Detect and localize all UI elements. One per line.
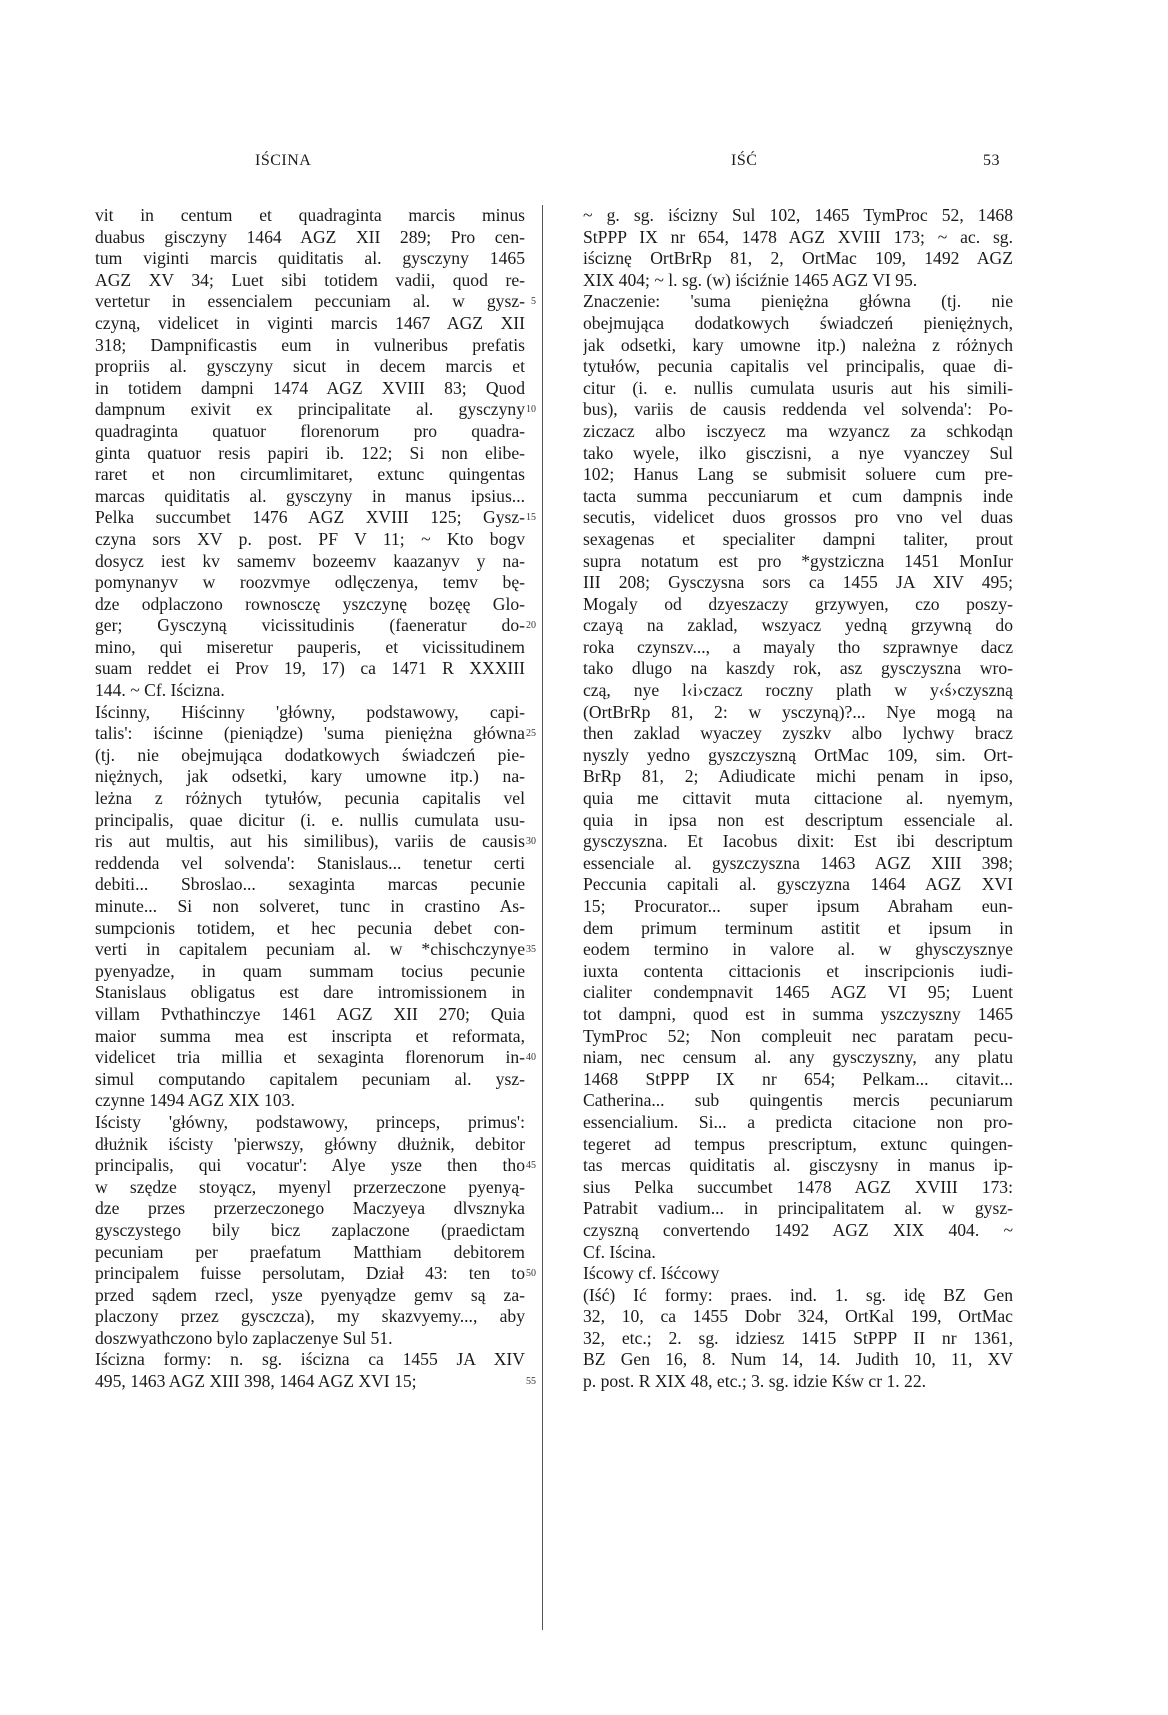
text-line: niężnych, jak odsetki, kary umowne itp.) na- (95, 766, 525, 787)
text-line: 318; Dampnificastis eum in vulneribus prefatis (95, 334, 525, 355)
text-line: suam reddet ei Prov 19, 17) ca 1471 R XXXIII (95, 658, 525, 679)
text-line: (tj. nie obejmująca dodatkowych świadczeń pie- (95, 744, 525, 765)
text-line: reddenda vel solvenda': Stanislaus... tenetur certi (95, 852, 525, 873)
text-line: tacta summa peccuniarum et cum dampnis inde (583, 485, 1013, 506)
text-line: minute... Si non solveret, tunc in crastino As- (95, 896, 525, 916)
text-line: obejmująca dodatkowych świadczeń pieniężnych, (583, 312, 1013, 333)
text-line: marcas quiditatis al. gysczyny in manus ipsius... (95, 485, 525, 506)
text-line: pyenyadze, in quam summam tocius pecunie (95, 960, 525, 981)
text-line: ger; Gysczyną vicissitudinis (faeneratur do- (95, 615, 525, 636)
text-line: Znaczenie: 'suma pieniężna główna (tj. nie (583, 291, 1013, 312)
text-line: Mogaly od dzyeszaczy grzywyen, czo poszy- (583, 593, 1013, 614)
text-line: 144. ~ Cf. Iścizna. (95, 680, 225, 701)
text-line: quadraginta quatuor florenorum pro quadra- (95, 420, 525, 441)
text-line: principalis, quae dicitur (i. e. nullis cumulata usu- (95, 809, 525, 830)
text-line: mino, qui miseretur pauperis, et vicissitudinem (95, 636, 525, 657)
line-number: 25 (526, 728, 536, 740)
text-line: pecuniam per praefatum Matthiam debitorem (95, 1241, 525, 1262)
text-line: Iścowy cf. Iśćcowy (583, 1263, 720, 1284)
text-line: eodem termino in valore al. w ghysczysznye (583, 939, 1013, 960)
text-line: ziczacz albo isczyecz ma wzyancz za schkodąn (583, 420, 1013, 441)
text-line: leżna z różnych tytułów, pecunia capitalis vel (95, 788, 525, 809)
line-number: 50 (526, 1268, 536, 1280)
text-line: principalis, qui vocatur': Alye ysze then tho (95, 1155, 525, 1176)
text-line: dem primum terminum astitit et ipsum in (583, 917, 1013, 938)
text-line: (Iść) Ić formy: praes. ind. 1. sg. idę BZ Gen (583, 1284, 1013, 1305)
text-line: in totidem dampni 1474 AGZ XVIII 83; Quod (95, 377, 525, 398)
text-line: nyszly yedno gyszczyszną OrtMac 109, sim. Ort- (583, 744, 1013, 765)
line-number: 30 (526, 836, 536, 848)
text-line: XIX 404; ~ l. sg. (w) iściźnie 1465 AGZ VI 95. (583, 269, 918, 290)
text-line: pomynanyv w roozvmye odlęczenya, temv bę- (95, 572, 525, 593)
text-line: gysczyszna. Et Iacobus dixit: Est ibi descriptum (583, 831, 1013, 852)
line-number: 5 (531, 296, 536, 308)
text-line: gysczystego bily bicz zaplaczone (praedictam (95, 1219, 525, 1240)
text-line: sius Pelka succumbet 1478 AGZ XVIII 173: (583, 1176, 1013, 1197)
text-line: quia in ipsa non est descriptum essenciale al. (583, 809, 1013, 830)
text-line: bus), variis de causis reddenda vel solvenda': Po- (583, 399, 1013, 420)
text-line: ginta quatuor resis papiri ib. 122; Si non elibe- (95, 442, 525, 463)
text-line: jak odsetki, kary umowne itp.) należna z różnych (583, 334, 1013, 355)
text-line: 32, etc.; 2. sg. idziesz 1415 StPPP II nr 1361, (583, 1327, 1013, 1348)
text-line: czayą na zaklad, wszyacz yedną grzywną do (583, 615, 1013, 636)
text-line: iuxta contenta cittacionis et inscripcionis iudi- (583, 960, 1013, 981)
text-line: Iścisty 'główny, podstawowy, princeps, primus': (95, 1111, 525, 1132)
text-line: Peccunia capitali al. gysczyzna 1464 AGZ XVI (583, 874, 1013, 895)
text-line: vertetur in essencialem peccuniam al. w gysz- (95, 291, 525, 312)
line-numbers (522, 205, 536, 1630)
text-line: tako dlugo na kaszdy rok, asz gysczyszna wro- (583, 658, 1013, 679)
text-line: Iścinny, Hiścinny 'główny, podstawowy, capi- (95, 701, 525, 722)
text-line: dze przes przerzeczonego Maczyeya dlvsznyka (95, 1198, 525, 1219)
text-line: cialiter condempnavit 1465 AGZ VI 95; Luent (583, 982, 1013, 1003)
text-line: 102; Hanus Lang se submisit soluere cum pre- (583, 464, 1013, 485)
text-line: sumpcionis totidem, et hec pecunia debet con- (95, 917, 525, 938)
text-line: StPPP IX nr 654, 1478 AGZ XVIII 173; ~ ac. sg. (583, 226, 1013, 247)
text-line: videlicet tria millia et sexaginta florenorum in- (95, 1047, 525, 1068)
text-line: dze odplaczono rownosczę yszczynę bozęę Glo- (95, 593, 525, 614)
text-line: essenciale al. gyszczyszna 1463 AGZ XIII 398; (583, 852, 1013, 873)
text-line: debiti... Sbroslao... sexaginta marcas pecunie (95, 874, 525, 895)
text-line: tas mercas quiditatis al. gisczysny in manus ip- (583, 1155, 1013, 1176)
text-line: doszwyathczono bylo zaplaczenye Sul 51. (95, 1327, 393, 1348)
column-divider (542, 205, 543, 1630)
text-line: BZ Gen 16, 8. Num 14, 14. Judith 10, 11, XV (583, 1349, 1013, 1370)
text-line: tegeret ad tempus prescriptum, extunc quingen- (583, 1133, 1013, 1154)
text-line: verti in capitalem pecuniam al. w *chischczynye (95, 939, 525, 960)
text-line: sexagenas et specialiter dampni taliter, prout (583, 528, 1013, 549)
text-line: Iścizna formy: n. sg. iścizna ca 1455 JA XIV (95, 1349, 525, 1370)
text-line: dłużnik iścisty 'pierwszy, główny dłużnik, debitor (95, 1133, 525, 1154)
text-line: p. post. R XIX 48, etc.; 3. sg. idzie Kśw cr 1. 22. (583, 1371, 927, 1392)
text-line: czyszną convertendo 1492 AGZ XIX 404. ~ (583, 1219, 1013, 1240)
text-line: secutis, videlicet duos grossos pro vno vel duas (583, 507, 1013, 528)
text-line: talis': iścinne (pieniądze) 'suma pieniężna główna (95, 723, 525, 744)
text-line: ris aut multis, aut his similibus), variis de causis (95, 831, 525, 852)
left-column (95, 205, 525, 1630)
running-header (0, 152, 1168, 176)
text-line: 15; Procurator... super ipsum Abraham eun- (583, 896, 1013, 916)
text-line: przed sądem rzecl, ysze pyenyądze gemv są za- (95, 1284, 525, 1305)
text-line: propriis al. gysczyny sicut in decem marcis et (95, 356, 525, 377)
text-line: tako wyele, ilko gisczisni, a nye vyanczey Sul (583, 442, 1013, 463)
line-number: 55 (526, 1376, 536, 1388)
text-line: supra notatum est pro *gystziczna 1451 MonIur (583, 550, 1013, 571)
text-line: ~ g. sg. iścizny Sul 102, 1465 TymProc 52, 1468 (583, 205, 1013, 225)
text-line: czynne 1494 AGZ XIX 103. (95, 1090, 295, 1111)
text-line: then zaklad wyaczey zyszkv albo lychwy bracz (583, 723, 1013, 744)
line-number: 35 (526, 944, 536, 956)
text-line: 495, 1463 AGZ XIII 398, 1464 AGZ XVI 15; (95, 1371, 417, 1392)
text-line: tum viginti marcis quiditatis al. gysczyny 1465 (95, 248, 525, 269)
line-number: 20 (526, 620, 536, 632)
text-line: tot dampni, quod est in summa yszczyszny 1465 (583, 1003, 1013, 1024)
text-line: (OrtBrRp 81, 2: w ysczyną)?... Nye mogą na (583, 701, 1013, 722)
text-line: 1468 StPPP IX nr 654; Pelkam... citavit... (583, 1068, 1013, 1089)
text-line: BrRp 81, 2; Adiudicate michi penam in ipso, (583, 766, 1013, 787)
text-line: niam, nec censum al. any gysczyszny, any platu (583, 1047, 1013, 1068)
text-line: simul computando capitalem pecuniam al. ysz- (95, 1068, 525, 1089)
text-line: TymProc 52; Non compleuit nec paratam pecu- (583, 1025, 1013, 1046)
text-line: AGZ XV 34; Luet sibi totidem vadii, quod re- (95, 269, 525, 290)
text-line: Patrabit vadium... in principalitatem al. w gysz- (583, 1198, 1013, 1219)
text-line: czyna sors XV p. post. PF V 11; ~ Kto bogv (95, 528, 525, 549)
text-line: roka czynszv..., a mayaly tho szprawnye dacz (583, 636, 1013, 657)
text-line: dosycz iest kv samemv bozeemv kaazanyv y na- (95, 550, 525, 571)
text-line: dampnum exivit ex principalitate al. gysczyny (95, 399, 525, 420)
text-line: citur (i. e. nullis cumulata usuris aut his simili- (583, 377, 1013, 398)
header-center-word: IŚĆ (731, 152, 758, 169)
text-line: essencialium. Si... a predicta citacione non pro- (583, 1111, 1013, 1132)
text-line: raret et non circumlimitaret, extunc quingentas (95, 464, 525, 485)
header-left-word: IŚCINA (255, 152, 312, 169)
line-number: 10 (526, 404, 536, 416)
right-column (583, 205, 1013, 1630)
text-line: Stanislaus obligatus est dare intromissionem in (95, 982, 525, 1003)
text-line: Catherina... sub quingentis mercis pecuniarum (583, 1090, 1013, 1111)
text-line: Pelka succumbet 1476 AGZ XVIII 125; Gysz- (95, 507, 525, 528)
text-line: 32, 10, ca 1455 Dobr 324, OrtKal 199, OrtMac (583, 1306, 1013, 1327)
text-line: czyną, videlicet in viginti marcis 1467 AGZ XII (95, 312, 525, 333)
line-number: 40 (526, 1052, 536, 1064)
text-line: principalem fuisse persolutam, Dział 43: ten to (95, 1263, 525, 1284)
text-line: III 208; Gysczysna sors ca 1455 JA XIV 495; (583, 572, 1013, 593)
text-line: maior summa mea est inscripta et reformata, (95, 1025, 525, 1046)
text-line: tytułów, pecunia capitalis vel principalis, quae di- (583, 356, 1013, 377)
line-number: 15 (526, 512, 536, 524)
text-line: iściznę OrtBrRp 81, 2, OrtMac 109, 1492 AGZ (583, 248, 1013, 269)
text-line: Cf. Iścina. (583, 1241, 656, 1262)
text-line: duabus gisczyny 1464 AGZ XII 289; Pro cen- (95, 226, 525, 247)
line-number: 45 (526, 1160, 536, 1172)
page-number: 53 (983, 152, 1000, 169)
text-line: placzony przez gysczcza), my skazvyemy..., aby (95, 1306, 525, 1327)
text-line: vit in centum et quadraginta marcis minus (95, 205, 525, 225)
text-line: villam Pvthathinczye 1461 AGZ XII 270; Quia (95, 1003, 525, 1024)
text-line: w szędze stoyącz, myenyl przerzeczone pyenyą- (95, 1176, 525, 1197)
text-line: czą, nye l‹i›czacz roczny plath w y‹ś›czyszną (583, 680, 1013, 701)
text-line: quia me cittavit muta cittacione al. nyemym, (583, 788, 1013, 809)
